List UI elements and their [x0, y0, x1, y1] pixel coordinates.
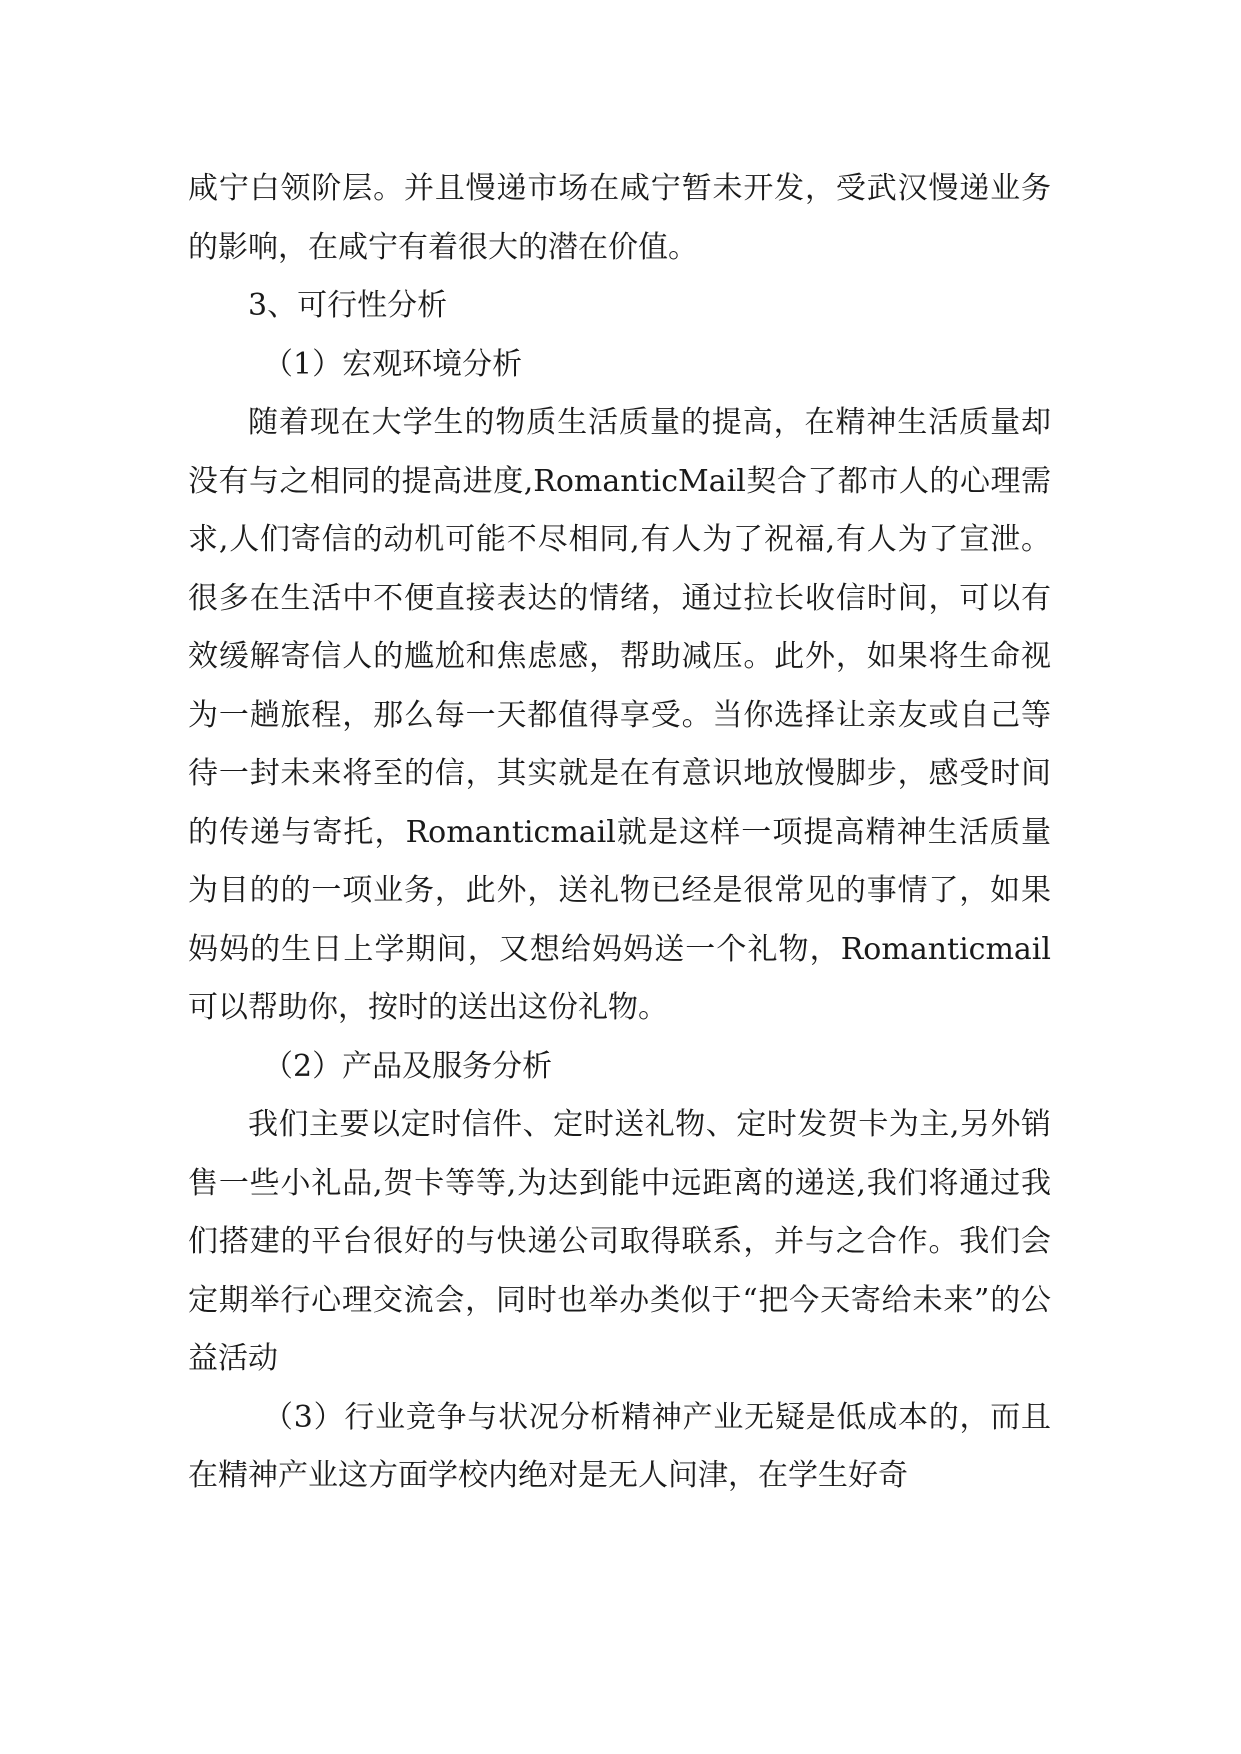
paragraph-macro-environment: 随着现在大学生的物质生活质量的提高，在精神生活质量却没有与之相同的提高进度,RomanticMail契合了都市人的心理需求,人们寄信的动机可能不尽相同,有人为了祝福,有人为了宣泄。很多在生活中不便直接表达的情绪，通过拉长收信时间，可以有效缓解寄信人的尴尬和焦虑感，帮助减压。此外，如果将生命视为一趟旅程，那么每一天都值得享受。当你选择让亲友或自己等待一封未来将至的信，其实就是在有意识地放慢脚步，感受时间的传递与寄托，Romanticmail就是这样一项提高精神生活质量为目的的一项业务，此外，送礼物已经是很常见的事情了，如果妈妈的生日上学期间，又想给妈妈送一个礼物，Romanticmail可以帮助你，按时的送出这份礼物。 — [188, 405, 1051, 1025]
section-heading-feasibility: 3、可行性分析 — [248, 288, 448, 323]
paragraph-product-service: 我们主要以定时信件、定时送礼物、定时发贺卡为主,另外销售一些小礼品,贺卡等等,为达到能中远距离的递送,我们将通过我们搭建的平台很好的与快递公司取得联系，并与之合作。我们会定期举行心理交流会，同时也举办类似于“把今天寄给未来”的公益活动 — [188, 1107, 1051, 1376]
paragraph-continuation: 咸宁白领阶层。并且慢递市场在咸宁暂未开发，受武汉慢递业务的影响，在咸宁有着很大的潜在价值。 — [188, 171, 1051, 265]
paragraph-competition: （3）行业竞争与状况分析精神产业无疑是低成本的，而且在精神产业这方面学校内绝对是无人问津，在学生好奇 — [188, 1399, 1051, 1493]
subheading-product-service: （2）产品及服务分析 — [263, 1048, 553, 1084]
document-body — [188, 160, 1051, 1506]
subheading-macro-environment: （1）宏观环境分析 — [263, 346, 523, 382]
